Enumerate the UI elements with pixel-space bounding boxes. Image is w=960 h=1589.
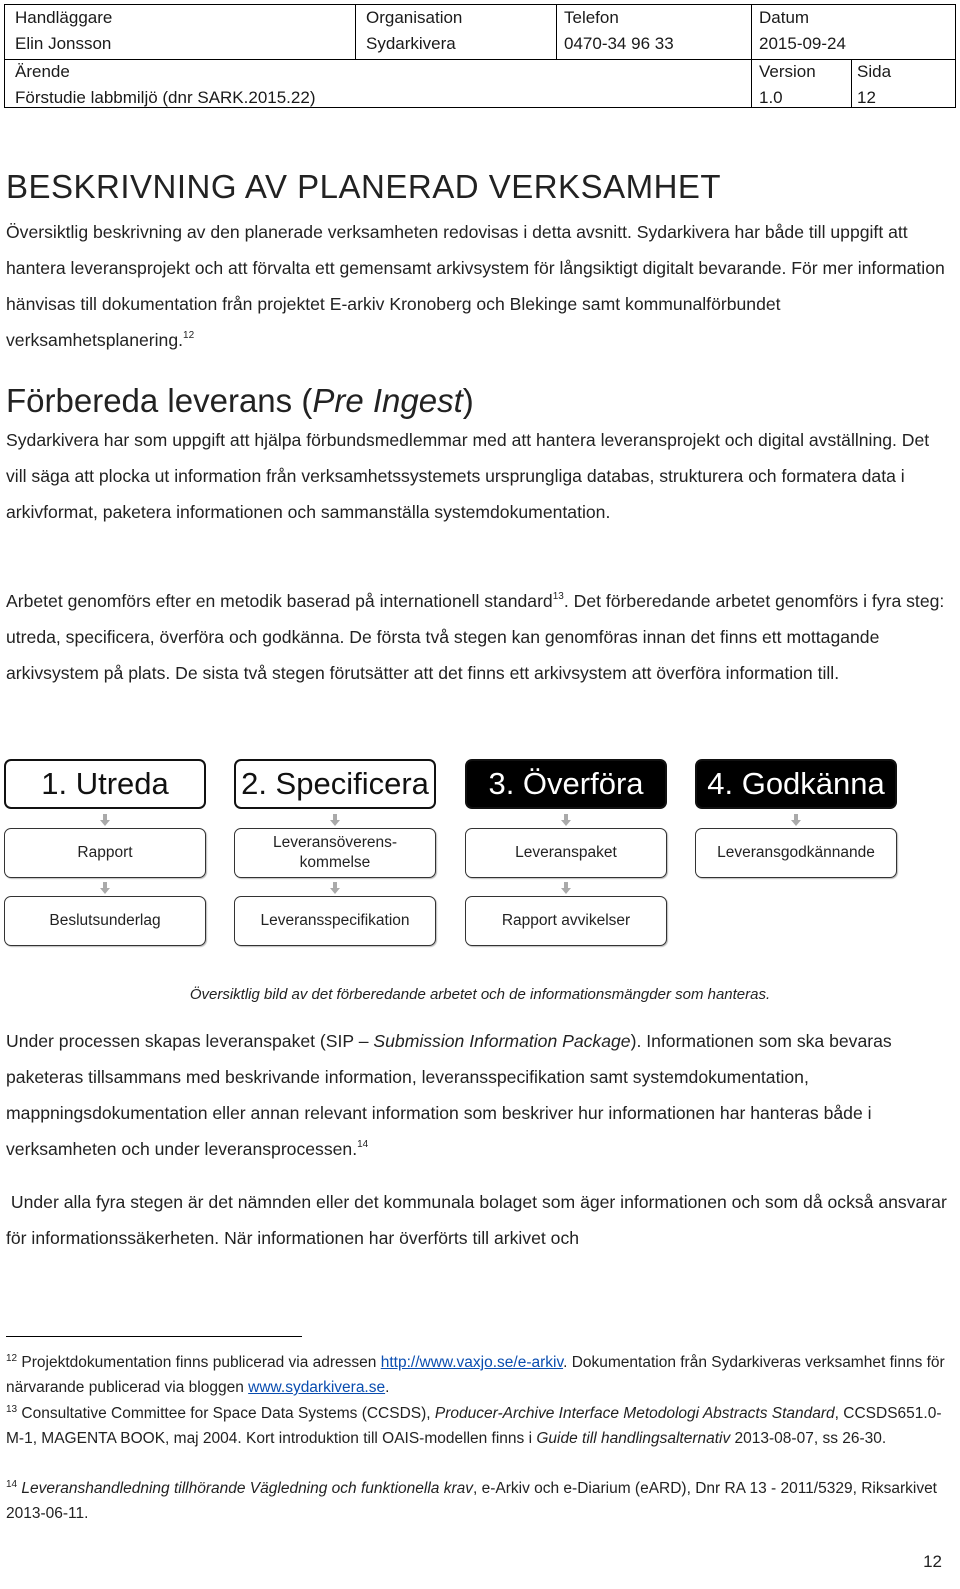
page-number: 12	[923, 1552, 942, 1571]
footnote-ref-13[interactable]: 13	[552, 591, 564, 602]
organisation-value: Sydarkivera	[366, 34, 456, 53]
paragraph-ansvar: Under alla fyra stegen är det nämnden eller det kommunala bolaget som äger informationen och som då också ansvarar för informationssäkerheten. När informationen har överförts till arkivet och	[6, 1192, 952, 1248]
heading-italic: Pre Ingest	[312, 382, 463, 419]
para2-text-b: . Det förberedande arbetet genomförs i fyra steg: utreda, specificera, överföra och godkänna. De första två stegen kan genomföras innan det finns ett mottagande arkivsystem på plats. De sista två stegen förutsätter att det finns ett arkivsystem att överföra information till.	[6, 591, 945, 683]
footnote-ref-14[interactable]: 14	[357, 1139, 369, 1150]
heading-prefix: Förbereda leverans (	[6, 382, 313, 419]
down-arrow-icon	[330, 882, 340, 894]
down-arrow-icon	[561, 882, 571, 894]
arende-value: Förstudie labbmiljö (dnr SARK.2015.22)	[15, 88, 316, 107]
box-leveransspecifikation: Leveransspecifikation	[234, 896, 436, 946]
footnote-text: , e-Arkiv och e-Diarium (eARD), Dnr RA 13 - 2011/5329, Riksarkivet 2013-06-11.	[6, 1480, 937, 1522]
down-arrow-icon	[330, 814, 340, 826]
down-arrow-icon	[561, 814, 571, 826]
footnote-12	[6, 1350, 954, 1400]
paragraph-sip	[6, 1023, 954, 1167]
header-divider	[751, 5, 752, 107]
footnote-text: 2013-08-07, ss 26-30.	[730, 1430, 887, 1447]
box-leveransoverenskommelse: Leveransöverens- kommelse	[234, 828, 436, 878]
telefon-value: 0470-34 96 33	[564, 34, 674, 53]
section-paragraph-2	[6, 583, 954, 691]
box-leveransgodkannande: Leveransgodkännande	[695, 828, 897, 878]
footnote-text: .	[385, 1379, 390, 1396]
footnote-text: . Dokumentation från Sydarkiveras verksamhet finns för närvarande publicerad via bloggen	[6, 1354, 945, 1396]
down-arrow-icon	[100, 814, 110, 826]
page-title: BESKRIVNING AV PLANERAD VERKSAMHET	[6, 168, 722, 205]
footnote-italic: Guide till handlingsalternativ	[536, 1430, 731, 1447]
footnote-13	[6, 1401, 954, 1451]
footnote-ref-12[interactable]: 12	[183, 330, 195, 341]
document-header	[4, 4, 956, 108]
box-rapport-avvikelser: Rapport avvikelser	[465, 896, 667, 946]
step-godkanna: 4. Godkänna	[695, 759, 897, 809]
step-specificera: 2. Specificera	[234, 759, 436, 809]
heading-suffix: )	[462, 382, 474, 419]
footnote-text: Consultative Committee for Space Data Systems (CCSDS),	[17, 1405, 435, 1422]
footnote-italic: Leveranshandledning tillhörande Vägledning och funktionella krav	[17, 1480, 473, 1497]
handlaggare-value: Elin Jonsson	[15, 34, 112, 53]
para2-text-a: Arbetet genomförs efter en metodik baserad på internationell standard	[6, 591, 553, 611]
footnote-number: 12	[6, 1353, 18, 1364]
intro-text: Översiktlig beskrivning av den planerade verksamheten redovisas i detta avsnitt. Sydarkivera har både till uppgift att hantera leveransprojekt och att förvalta ett gemensamt arkivsystem för långsiktigt digitalt bevarande. För mer information hänvisas till dokumentation från projektet E-arkiv Kronoberg och Blekinge samt kommunalförbundet verksamhetsplanering.	[6, 222, 945, 350]
link-vaxjo-earkiv[interactable]: http://www.vaxjo.se/e-arkiv	[380, 1354, 564, 1371]
handlaggare-label: Handläggare	[15, 8, 113, 27]
down-arrow-icon	[791, 814, 801, 826]
footnote-separator	[6, 1336, 302, 1337]
footnote-14	[6, 1476, 954, 1526]
version-label: Version	[759, 62, 816, 81]
para3-text-b: ). Informationen som ska bevaras paketeras tillsammans med beskrivande information, leveransspecifikation samt systemdokumentation, mappningsdokumentation eller annan relevant information som beskriver hur informationen har hanteras både i verksamheten och under leveransprocessen.	[6, 1031, 892, 1159]
diagram-caption: Översiktlig bild av det förberedande arbetet och de informationsmängder som hanteras.	[189, 986, 771, 1003]
footnote-text: , CCSDS651.0-M-1, MAGENTA BOOK, maj 2004. Kort introduktion till OAIS-modellen finns i	[6, 1405, 942, 1447]
box-leveranspaket: Leveranspaket	[465, 828, 667, 878]
footnote-italic: Producer-Archive Interface Metodologi Abstracts Standard	[434, 1405, 835, 1422]
sida-value: 12	[857, 88, 876, 107]
datum-value: 2015-09-24	[759, 34, 846, 53]
header-divider	[355, 5, 356, 59]
down-arrow-icon	[100, 882, 110, 894]
link-sydarkivera-blog[interactable]: www.sydarkivera.se	[248, 1379, 386, 1396]
section-heading	[6, 382, 474, 420]
para3-italic: Submission Information Package	[373, 1031, 631, 1051]
header-divider	[556, 5, 557, 59]
section-paragraph-1: Sydarkivera har som uppgift att hjälpa förbundsmedlemmar med att hantera leveransprojekt och digital avställning. Det vill säga att plocka ut information från verksamhetssystemets ursprungliga databas, strukturera och formatera data i arkivformat, paketera informationen och sammanställa systemdokumentation.	[6, 430, 930, 522]
sida-label: Sida	[857, 62, 892, 81]
step-overfora: 3. Överföra	[465, 759, 667, 809]
footnote-number: 13	[6, 1404, 18, 1415]
arende-label: Ärende	[15, 62, 70, 81]
telefon-label: Telefon	[564, 8, 619, 27]
box-rapport: Rapport	[4, 828, 206, 878]
footnote-text: Projektdokumentation finns publicerad via adressen	[17, 1354, 381, 1371]
organisation-label: Organisation	[366, 8, 463, 27]
version-value: 1.0	[759, 88, 783, 107]
box-beslutsunderlag: Beslutsunderlag	[4, 896, 206, 946]
intro-paragraph	[6, 214, 954, 358]
footnote-number: 14	[6, 1479, 18, 1490]
para3-text-a: Under processen skapas leveranspaket (SIP –	[6, 1031, 374, 1051]
step-utreda: 1. Utreda	[4, 759, 206, 809]
datum-label: Datum	[759, 8, 810, 27]
header-divider	[851, 59, 852, 107]
